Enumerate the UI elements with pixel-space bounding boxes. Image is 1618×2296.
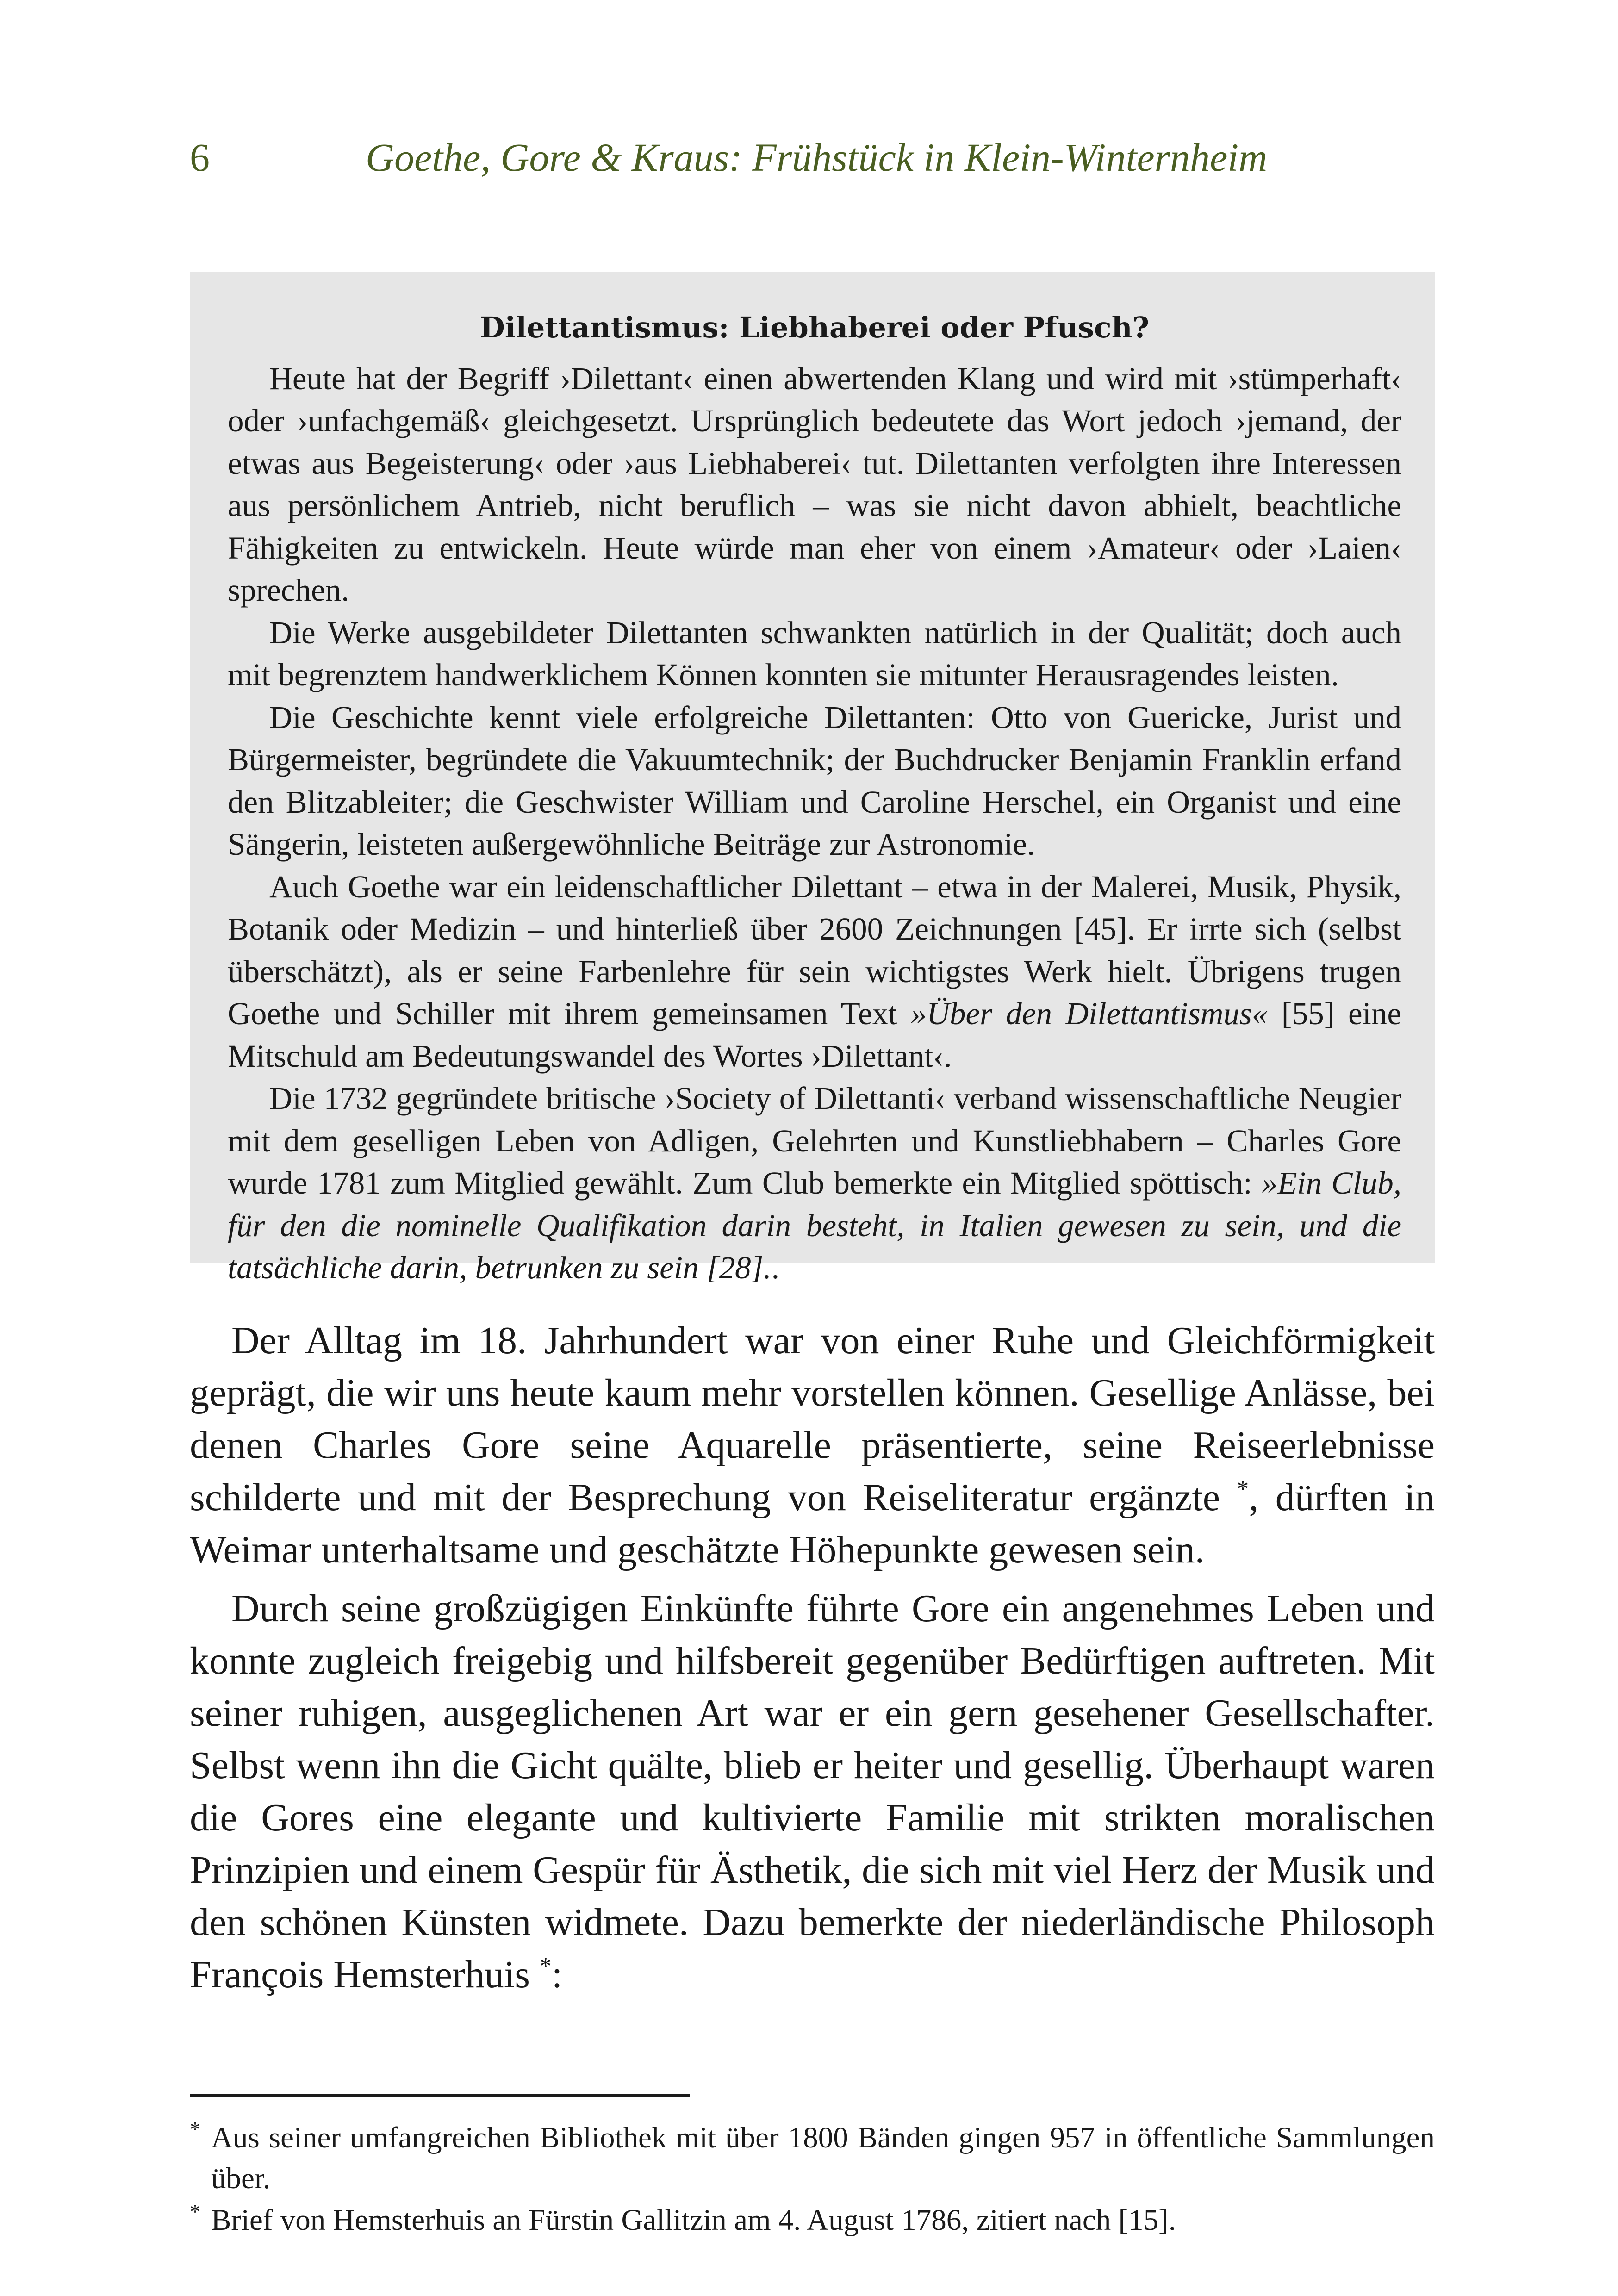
footnote-mark: *: [190, 2117, 200, 2141]
footnote-text: Aus seiner umfangreichen Bibliothek mit über 1800 Bänden gingen 957 in öffentliche Sammlungen über.: [211, 2121, 1435, 2195]
quotation: »Ein Club, für den die nominelle Qualifikation darin besteht, in Italien gewesen zu sein, und die tatsächliche darin, betrunken zu sein [28].: [228, 1165, 1402, 1286]
main-text: [190, 1314, 1435, 2007]
page-header: [190, 134, 1430, 190]
box-paragraph: [228, 866, 1401, 1078]
sidebar-box: [190, 272, 1435, 1286]
box-text: .: [771, 1250, 780, 1286]
footnote-reference[interactable]: *: [539, 1953, 552, 1979]
page-number: 6: [190, 135, 210, 180]
body-text: Der Alltag im 18. Jahrhundert war von einer Ruhe und Gleichförmigkeit geprägt, die wir uns heute kaum mehr vorstellen können. Gesellige Anlässe, bei denen Charles Gore seine Aquarelle präsentierte, seine Reiseerlebnisse schilderte und mit der Besprechung von Reiseliteratur ergänzte: [190, 1319, 1435, 1519]
box-text: [55] eine Mitschuld am Bedeutungswandel des Wortes ›Dilettant‹.: [228, 996, 1401, 1074]
body-paragraph: [190, 1582, 1435, 2001]
box-paragraph: Die Werke ausgebildeter Dilettanten schwankten natürlich in der Qualität; doch auch mit begrenztem handwerklichem Können konnten sie mitunter Herausragendes leisten.: [228, 615, 1401, 693]
footnote: [190, 2200, 1435, 2240]
body-text: Durch seine großzügigen Einkünfte führte Gore ein angenehmes Leben und konnte zugleich freigebig und hilfsbereit gegenüber Bedürftigen auftreten. Mit seiner ruhigen, ausgeglichenen Art war er ein gern gesehener Gesellschafter. Selbst wenn ihn die Gicht quälte, blieb er heiter und gesellig. Überhaupt waren die Gores eine elegante und kultivierte Familie mit strikten moralischen Prinzipien und einem Gespür für Ästhetik, die sich mit viel Herz der Musik und den schönen Künsten widmete. Dazu bemerkte der niederländische Philosoph François Hemsterhuis: [190, 1587, 1435, 1996]
box-title: Dilettantismus: Liebhaberei oder Pfusch?: [479, 311, 1150, 344]
footnote-text: Brief von Hemsterhuis an Fürstin Gallitzin am 4. August 1786, zitiert nach [15].: [211, 2203, 1176, 2237]
body-text: , dürften in Weimar unterhaltsame und geschätzte Höhepunkte gewesen sein.: [190, 1476, 1435, 1571]
box-paragraph: Die Geschichte kennt viele erfolgreiche Dilettanten: Otto von Guericke, Jurist und Bürgermeister, begründete die Vakuumtechnik; der Buchdrucker Benjamin Franklin erfand den Blitzableiter; die Geschwister William und Caroline Herschel, ein Organist und eine Sängerin, leisteten außergewöhnliche Beiträge zur Astronomie.: [228, 699, 1401, 862]
running-title: Goethe, Gore & Kraus: Frühstück in Klein-Winternheim: [366, 135, 1268, 180]
box-text: Die 1732 gegründete britische ›Society of Dilettanti‹ verband wissenschaftliche Neugier mit dem geselligen Leben von Adligen, Gelehrten und Kunstliebhabern – Charles Gore wurde 1781 zum Mitglied gewählt. Zum Club bemerkte ein Mitglied spöttisch:: [228, 1081, 1401, 1201]
body-paragraph: [190, 1314, 1435, 1576]
footnotes: [190, 2117, 1435, 2241]
book-title: »Über den Dilettantismus«: [910, 996, 1268, 1032]
footnote-mark: *: [190, 2200, 200, 2223]
footnote-reference[interactable]: *: [1237, 1476, 1249, 1502]
footnote: [190, 2117, 1435, 2199]
box-paragraph: Heute hat der Begriff ›Dilettant‹ einen abwertenden Klang und wird mit ›stümperhaft‹ oder ›unfachgemäß‹ gleichgesetzt. Ursprünglich bedeutete das Wort jedoch ›jemand, der etwas aus Begeisterung‹ oder ›aus Liebhaberei‹ tut. Dilettanten verfolgten ihre Interessen aus persönlichem Antrieb, nicht beruflich – was sie nicht davon abhielt, beachtliche Fähigkeiten zu entwickeln. Heute würde man eher von einem ›Amateur‹ oder ›Laien‹ sprechen.: [228, 361, 1401, 608]
footnote-divider: [190, 2094, 690, 2097]
body-text: :: [551, 1953, 563, 1996]
box-text: Auch Goethe war ein leidenschaftlicher Dilettant – etwa in der Malerei, Musik, Physik, Botanik oder Medizin – und hinterließ über 2600 Zeichnungen [45]. Er irrte sich (selbst überschätzt), als er seine Farbenlehre für sein wichtigstes Werk hielt. Übrigens trugen Goethe und Schiller mit ihrem gemeinsamen Text: [228, 869, 1401, 1032]
box-paragraph: [228, 1077, 1401, 1289]
